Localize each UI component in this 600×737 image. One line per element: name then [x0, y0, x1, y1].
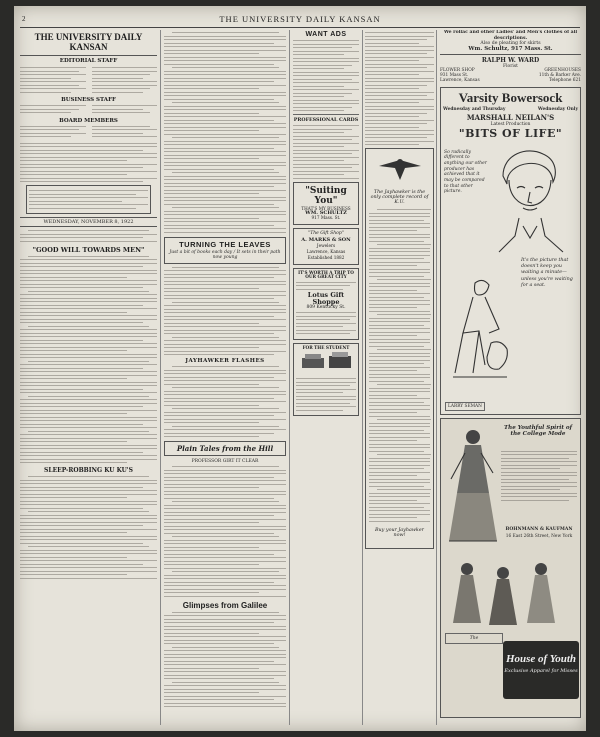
clothes-ad-line1: We rollac and other Ladies' and Men's clothes of all descriptions.	[443, 30, 578, 41]
glimpses-heading: Glimpses from Galilee	[182, 600, 268, 610]
actor-portrait	[479, 146, 579, 256]
jayhawk-bird-icon	[369, 152, 431, 186]
typewriter-ad	[293, 343, 359, 416]
jayhawker-flashes-heading: JAYHAWKER FLASHES	[185, 358, 265, 364]
theater-name: Varsity Bowersock	[458, 89, 563, 105]
flower-shop-address: 931 Mass St.	[440, 72, 469, 78]
marks-name: A. MARKS & SON	[301, 237, 351, 244]
drug-store-ads	[365, 32, 434, 145]
film-blurb-right: It's the picture that doesn't keep you waiting a minute—unless you're waiting for a seat.	[521, 257, 573, 288]
marks-jewelers-ad	[293, 228, 359, 265]
film-latest: Latest Production	[490, 121, 531, 127]
marks-role: Jewelers	[316, 242, 336, 248]
page-masthead	[14, 12, 586, 26]
features-column	[164, 30, 286, 725]
masthead-rule	[20, 27, 580, 28]
date-line: WEDNESDAY, NOVEMBER 8, 1922	[20, 217, 157, 227]
lotus-heading: Lotus Gift Shoppe	[307, 291, 345, 306]
film-director: MARSHALL NEILAN'S	[466, 112, 555, 122]
lotus-gift-ad	[293, 268, 359, 340]
jayhawker-ad	[365, 148, 434, 549]
professional-cards-heading: PROFESSIONAL CARDS	[293, 114, 359, 123]
editorial-body	[20, 256, 157, 464]
house-youth-body	[501, 449, 577, 504]
column-rule	[436, 30, 437, 725]
clothes-ad-line2: Also de pleating for skirts	[480, 41, 541, 46]
second-editorial-headline: SLEEP-ROBBING KU KU'S	[44, 467, 133, 474]
varsity-bowersock-ad	[440, 87, 581, 415]
store-name: BOHNMANN & KAUFMAN	[505, 526, 573, 532]
film-scene-illustration	[445, 273, 515, 393]
brand-subline: Exclusive Apparel for Misses	[504, 667, 578, 674]
film-title: "BITS OF LIFE"	[458, 126, 563, 140]
business-list	[20, 103, 157, 116]
suiting-address: 917 Mass. St.	[311, 215, 341, 221]
florist-name: RALPH W. WARD	[481, 57, 540, 64]
greenhouses-address: 11th & Barker Ave.	[538, 72, 581, 78]
typewriter-icon	[296, 350, 356, 372]
greenhouses-label: GREENHOUSES	[544, 68, 581, 73]
top-article	[164, 32, 286, 233]
schultz-ad	[293, 182, 359, 225]
florist-locations	[440, 69, 581, 84]
fashion-figure-illustration	[443, 423, 501, 553]
plain-tales-heading: Plain Tales from the Hill	[176, 444, 274, 453]
want-ads-heading: WANT ADS	[305, 31, 347, 38]
paper-title: THE UNIVERSITY DAILY KANSAN	[34, 32, 143, 52]
lotus-address: 809 Kentucky St.	[306, 304, 346, 310]
editorial-staff-heading: EDITORIAL STAFF	[59, 58, 118, 64]
turning-leaves-heading: TURNING THE LEAVES	[179, 239, 271, 249]
theater-days: Wednesday and Thursday	[443, 106, 506, 112]
worth-trip-text: IT'S WORTH A TRIP TO OUR GREAT CITY	[298, 269, 354, 280]
florist-city: Lawrence, Kansas	[440, 77, 480, 83]
brand-name: House of Youth	[505, 652, 577, 665]
typewriter-heading: FOR THE STUDENT	[302, 344, 350, 350]
page-number: 2	[22, 15, 27, 23]
jayhawker-caption: The Jayhawker is the only complete record of K.U.	[370, 190, 429, 206]
theater-only: Wednesday Only	[537, 106, 578, 112]
intro-paragraph	[20, 230, 157, 242]
fashion-group-illustration	[445, 559, 577, 629]
marks-sub: "The Gift Shop"	[308, 230, 344, 236]
board-list	[20, 124, 157, 140]
column-rule	[160, 30, 161, 725]
board-heading: BOARD MEMBERS	[59, 117, 118, 124]
plain-tales-box	[164, 441, 286, 456]
turning-leaves-box	[164, 237, 286, 264]
glimpses-body	[164, 612, 286, 708]
subscription-box	[26, 185, 151, 214]
clothes-ad-line3: Wm. Schultz, 917 Mass. St.	[468, 46, 553, 52]
publication-notice	[20, 143, 157, 183]
suiting-heading: "Suiting You"	[305, 185, 347, 206]
advertising-column	[440, 30, 581, 725]
editorial-column	[20, 30, 157, 725]
plain-tales-body	[164, 466, 286, 597]
newspaper-page	[14, 6, 586, 731]
want-ads-list	[293, 40, 359, 111]
photo-caption: LARRY SEMAN	[445, 402, 485, 411]
business-staff-heading: BUSINESS STAFF	[61, 97, 116, 103]
turning-leaves-body	[164, 267, 286, 356]
film-blurb-left: So radically different to anything our other producer has achieved that it may be compared to that other picture.	[444, 149, 487, 195]
house-of-youth-ad	[440, 418, 581, 718]
classified-column	[293, 30, 359, 725]
brand-tag: The	[445, 633, 503, 644]
column-rule	[289, 30, 290, 725]
second-editorial-body	[20, 476, 157, 579]
house-youth-headline: The Youthful Spirit of the College Mode	[503, 424, 573, 438]
jayhawker-flashes-body	[164, 366, 286, 437]
masthead-title: THE UNIVERSITY DAILY KANSAN	[219, 14, 381, 24]
house-of-youth-badge	[503, 641, 579, 699]
column-rule	[362, 30, 363, 725]
flower-shop-label: FLOWER SHOP	[440, 68, 475, 73]
florist-role: Florist	[503, 64, 518, 69]
turning-leaves-sub: Just a bit of books each day / It sets in their path now young	[169, 249, 281, 260]
jayhawker-reserve: Buy your Jayhawker now!	[375, 527, 424, 538]
plain-tales-subheading: PROFESSOR GIRT IT CLEAR	[191, 459, 259, 464]
store-address: 16 East 26th Street, New York	[505, 533, 573, 539]
suiting-name: WM. SCHULTZ	[305, 209, 347, 216]
marks-established: Established 1882	[307, 255, 345, 261]
editorial-headline: "GOOD WILL TOWARDS MEN"	[32, 245, 145, 254]
staff-list	[20, 65, 157, 95]
marks-city: Lawrence, Kansas	[306, 248, 346, 254]
jayhawker-column	[365, 30, 434, 725]
professional-cards-list	[293, 125, 359, 179]
suiting-sub: THAT'S MY BUSINESS	[301, 205, 351, 211]
florist-telephone: Telephone 621	[549, 77, 581, 83]
